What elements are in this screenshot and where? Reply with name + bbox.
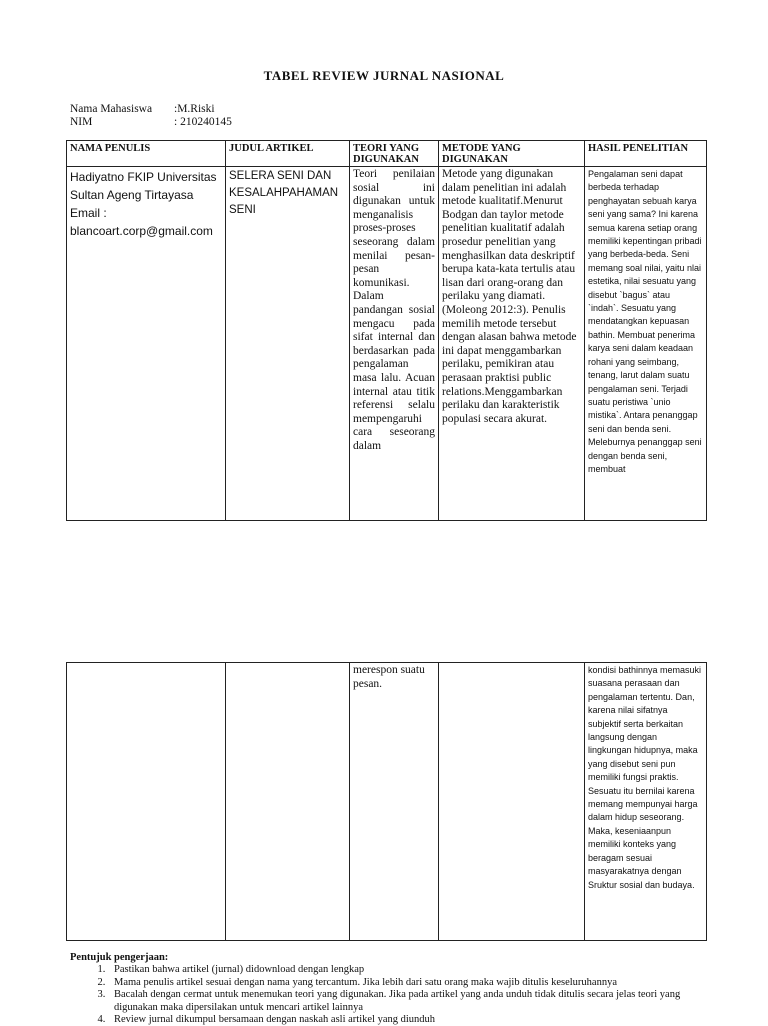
cell-result: Pengalaman seni dapat berbeda terhadap penghayatan sebuah karya seni yang sama? Ini karena semua karena setiap orang memiliki kepentingan pribadi yang berbeda-beda. Seni memang soal nilai, yaitu nlai estetika, nilai sesuatu yang disebut `bagus` atau `indah`. Sesuatu yang mendatangkan kepuasan bathin. Membuat penerima karya seni dalam keadaan rohani yang seimbang, tenang, larut dalam suatu pengalaman seni. Terjadi suatu peristiwa `unio mistika`. Antara penanggap seni dan benda seni. Meleburnya penanggap seni dengan benda seni, membuat: [585, 167, 707, 521]
header-theory: TEORI YANG DIGUNAKAN: [350, 141, 439, 167]
list-item: 3. Bacalah dengan cermat untuk menemukan teori yang digunakan. Jika pada artikel yang anda unduh tidak ditulis secara jelas teori yang digunakan maka dipersilakan untuk mencari artikel lainnya: [108, 989, 720, 1014]
student-name-value: :M.Riski: [174, 103, 215, 115]
header-article: JUDUL ARTIKEL: [226, 141, 350, 167]
cell-method: Metode yang digunakan dalam penelitian ini adalah metode kualitatif.Menurut Bodgan dan taylor metode penelitian kualitatif adalah prosedur penelitian yang menghasilkan data deskriptif berupa kata-kata tertulis atau lisan dari orang-orang dan perilaku yang diamati. (Moleong 2012:3). Penulis memilih metode tersebut dengan alasan bahwa metode ini dapat menggambarkan perilaku, pemikiran atau perasaan praktisi public relations.Menggambarkan perilaku dan karakteristik populasi secara akurat.: [439, 167, 585, 521]
instructions-list: [70, 964, 720, 1026]
review-table-page-2: [66, 662, 707, 941]
author-email-label: Email :: [70, 206, 107, 220]
author-email: blancoart.corp@gmail.com: [70, 224, 213, 238]
student-name-line: [70, 103, 215, 116]
list-item: 1. Pastikan bahwa artikel (jurnal) didownload dengan lengkap: [108, 964, 720, 976]
cell-method-empty: [439, 663, 585, 941]
cell-article-title: SELERA SENI DAN KESALAHPAHAMAN SENI: [226, 167, 350, 521]
instructions-heading: Pentujuk pengerjaan:: [70, 952, 169, 963]
list-item: 2. Mama penulis artikel sesuai dengan nama yang tercantum. Jika lebih dari satu orang maka wajib ditulis keseluruhannya: [108, 977, 720, 989]
table-row: [67, 167, 707, 521]
header-method: METODE YANG DIGUNAKAN: [439, 141, 585, 167]
list-item: 4. Review jurnal dikumpul bersamaan dengan naskah asli artikel yang diunduh: [108, 1014, 720, 1026]
cell-theory-continued: merespon suatu pesan.: [350, 663, 439, 941]
student-nim-line: [70, 116, 232, 129]
instructions: [70, 952, 720, 1026]
table-header-row: [67, 141, 707, 167]
author-name: Hadiyatno FKIP Universitas Sultan Ageng Tirtayasa: [70, 170, 217, 202]
document-title: TABEL REVIEW JURNAL NASIONAL: [263, 68, 505, 83]
student-nim-label: NIM: [70, 116, 93, 128]
cell-result-continued: kondisi bathinnya memasuki suasana perasaan dan pengalaman tertentu. Dan, karena nilai sifatnya subjektif serta berkaitan langsung dengan lingkungan hidupnya, maka yang disebut seni pun memiliki fungsi praktis. Sesuatu itu bernilai karena memang mempunyai harga dalam hidup seseorang. Maka, keseniaanpun memiliki konteks yang beragam sesuai masyarakatnya dengan Sruktur sosial dan budaya.: [585, 663, 707, 941]
cell-article-empty: [226, 663, 350, 941]
header-result: HASIL PENELITIAN: [585, 141, 707, 167]
review-table-page-1: [66, 140, 707, 521]
cell-author-empty: [67, 663, 226, 941]
student-name-label: Nama Mahasiswa: [70, 103, 153, 115]
cell-theory: Teori penilaian sosial ini digunakan untuk menganalisis proses-proses seseorang dalam menilai pesan-pesan komunikasi. Dalam pandangan sosial mengacu pada sifat internal dan berdasarkan pada pengalaman masa lalu. Acuan internal atau titik referensi selalu mempengaruhi cara seseorang dalam: [350, 167, 439, 521]
table-row: [67, 663, 707, 941]
cell-author: [67, 167, 226, 521]
header-author: NAMA PENULIS: [67, 141, 226, 167]
student-nim-value: : 210240145: [174, 116, 232, 128]
